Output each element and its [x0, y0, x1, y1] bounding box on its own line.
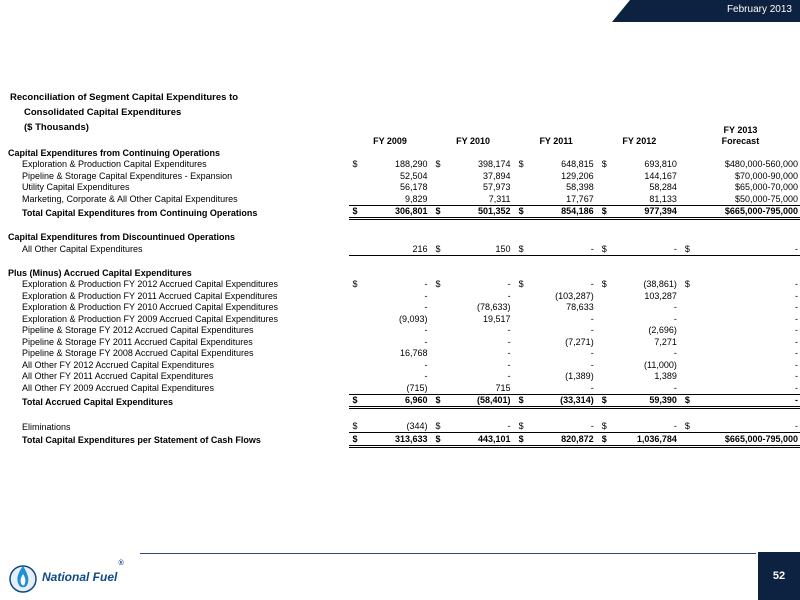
value-cell	[681, 182, 800, 194]
currency-symbol: $	[435, 395, 441, 405]
amount: -	[507, 359, 511, 370]
value-cell	[681, 302, 800, 314]
amount: -	[795, 395, 798, 405]
currency-symbol: $	[518, 206, 524, 216]
amount: $665,000-795,000	[724, 206, 798, 216]
amount: -	[507, 421, 511, 431]
table-row	[8, 302, 800, 314]
value-cell	[598, 159, 681, 171]
value-cell	[515, 290, 598, 302]
discontinued-ops-heading	[8, 232, 800, 244]
amount: -	[795, 382, 798, 393]
value-cell	[681, 336, 800, 348]
amount: (58,401)	[477, 395, 511, 405]
currency-symbol: $	[435, 279, 441, 289]
amount: 306,801	[394, 206, 428, 216]
currency-symbol: $	[435, 206, 441, 216]
currency-symbol: $	[684, 279, 690, 289]
value-cell	[598, 243, 681, 255]
amount: 398,174	[478, 159, 511, 169]
value-cell	[598, 302, 681, 314]
amount: -	[590, 382, 594, 393]
amount: 7,311	[488, 193, 511, 204]
value-cell	[349, 394, 432, 408]
value-cell	[349, 182, 432, 194]
value-cell	[515, 279, 598, 291]
row-label: Pipeline & Storage FY 2008 Accrued Capital Expenditures	[22, 348, 254, 358]
value-cell	[432, 336, 515, 348]
value-cell	[515, 243, 598, 255]
value-cell	[432, 159, 515, 171]
brand-name: National Fuel	[42, 570, 118, 584]
table-row	[8, 359, 800, 371]
amount: $65,000-70,000	[734, 182, 798, 192]
currency-symbol: $	[435, 243, 441, 254]
amount: 16,768	[400, 348, 428, 358]
value-cell	[515, 371, 598, 383]
currency-symbol: $	[601, 243, 607, 254]
amount: 59,390	[649, 395, 677, 405]
value-cell	[681, 433, 800, 447]
value-cell	[349, 433, 432, 447]
amount: 313,633	[394, 433, 428, 444]
table-row	[8, 371, 800, 383]
amount: (33,314)	[560, 395, 594, 405]
amount: -	[507, 348, 511, 358]
value-cell	[515, 433, 598, 447]
table-row	[8, 170, 800, 182]
section-heading: Capital Expenditures from Continuing Operations	[8, 147, 221, 158]
row-label: All Other FY 2011 Accrued Capital Expenditures	[22, 371, 214, 381]
amount: -	[795, 290, 798, 301]
amount: -	[673, 421, 677, 431]
amount: -	[590, 313, 594, 324]
value-cell	[349, 336, 432, 348]
value-cell	[349, 243, 432, 255]
forecast-year-header: FY 2013	[723, 124, 758, 135]
value-cell	[432, 433, 515, 447]
amount: 37,894	[483, 170, 511, 181]
value-cell	[432, 205, 515, 219]
value-cell	[432, 302, 515, 314]
spacer-row	[8, 255, 800, 267]
amount: -	[590, 325, 594, 335]
value-cell	[349, 159, 432, 171]
value-cell	[432, 371, 515, 383]
value-cell	[349, 302, 432, 314]
value-cell	[432, 394, 515, 408]
amount: 648,815	[561, 159, 594, 169]
amount: -	[590, 243, 594, 254]
amount: (9,093)	[399, 313, 428, 324]
amount: 1,036,784	[636, 433, 677, 444]
value-cell	[515, 313, 598, 325]
row-label: Utility Capital Expenditures	[22, 182, 130, 192]
value-cell	[432, 313, 515, 325]
value-cell	[432, 290, 515, 302]
value-cell	[681, 325, 800, 337]
currency-symbol: $	[352, 421, 358, 431]
table-row	[8, 159, 800, 171]
value-cell	[598, 313, 681, 325]
value-cell	[681, 243, 800, 255]
amount: 78,633	[566, 302, 594, 312]
amount: 56,178	[400, 182, 428, 192]
value-cell	[515, 348, 598, 360]
row-label: All Other FY 2012 Accrued Capital Expenditures	[22, 359, 214, 370]
currency-symbol: $	[684, 243, 690, 254]
amount: 129,206	[561, 170, 594, 181]
amount: 58,284	[649, 182, 677, 192]
amount: -	[590, 279, 594, 289]
value-cell	[432, 325, 515, 337]
value-cell	[432, 243, 515, 255]
accrued-total-row	[8, 394, 800, 408]
amount: 7,271	[654, 336, 677, 347]
amount: 977,394	[644, 206, 677, 216]
value-cell	[432, 182, 515, 194]
amount: 52,504	[400, 170, 428, 181]
row-label: Pipeline & Storage FY 2011 Accrued Capital Expenditures	[22, 336, 253, 347]
value-cell	[598, 170, 681, 182]
value-cell	[598, 382, 681, 394]
value-cell	[349, 193, 432, 205]
value-cell	[349, 371, 432, 383]
column-header: FY 2011	[539, 136, 573, 146]
amount: $70,000-90,000	[734, 170, 798, 181]
currency-symbol: $	[601, 279, 607, 289]
amount: 216	[412, 243, 428, 254]
value-cell	[515, 325, 598, 337]
title-line-3: ($ Thousands)	[24, 122, 89, 133]
value-cell	[598, 421, 681, 433]
table-row	[8, 336, 800, 348]
value-cell	[681, 421, 800, 433]
accrued-capex-heading	[8, 267, 800, 279]
row-label: Exploration & Production Capital Expenditures	[22, 159, 207, 169]
amount: (11,000)	[644, 359, 677, 370]
value-cell	[681, 382, 800, 394]
currency-symbol: $	[518, 421, 524, 431]
value-cell	[515, 170, 598, 182]
value-cell	[515, 336, 598, 348]
amount: (1,389)	[565, 371, 594, 381]
amount: 81,133	[649, 193, 677, 204]
currency-symbol: $	[518, 279, 524, 289]
table-row	[8, 279, 800, 291]
amount: (7,271)	[565, 336, 594, 347]
amount: -	[795, 325, 798, 335]
value-cell	[432, 359, 515, 371]
amount: -	[590, 359, 594, 370]
value-cell	[681, 193, 800, 205]
amount: -	[795, 302, 798, 312]
value-cell	[432, 279, 515, 291]
amount: -	[795, 279, 798, 289]
amount: -	[424, 302, 428, 312]
value-cell	[349, 421, 432, 433]
amount: -	[673, 302, 677, 312]
amount: -	[424, 336, 428, 347]
table-row	[8, 348, 800, 360]
table-row	[8, 182, 800, 194]
amount: (78,633)	[477, 302, 511, 312]
currency-symbol: $	[518, 243, 524, 254]
amount: 144,167	[644, 170, 677, 181]
value-cell	[681, 371, 800, 383]
currency-symbol: $	[435, 159, 441, 169]
value-cell	[598, 205, 681, 219]
value-cell	[598, 371, 681, 383]
row-label: Exploration & Production FY 2010 Accrued Capital Expenditures	[22, 302, 278, 312]
amount: 1,389	[654, 371, 677, 381]
amount: -	[795, 243, 798, 254]
table-row	[8, 243, 800, 255]
amount: -	[424, 279, 428, 289]
value-cell	[598, 290, 681, 302]
value-cell	[681, 290, 800, 302]
amount: (103,287)	[555, 290, 594, 301]
section-heading: Capital Expenditures from Discountinued Operations	[8, 232, 236, 242]
amount: -	[507, 325, 511, 335]
section-heading: Plus (Minus) Accrued Capital Expenditures	[8, 267, 192, 278]
eliminations-row	[8, 421, 800, 433]
table-row	[8, 382, 800, 394]
title-line-1: Reconciliation of Segment Capital Expenditures to	[10, 92, 239, 103]
amount: (38,861)	[643, 279, 677, 289]
amount: 9,829	[405, 193, 428, 204]
value-cell	[515, 421, 598, 433]
amount: -	[590, 348, 594, 358]
grand-total-row	[8, 433, 800, 447]
value-cell	[432, 348, 515, 360]
amount: (715)	[406, 382, 428, 393]
currency-symbol: $	[352, 279, 358, 289]
amount: 150	[495, 243, 511, 254]
currency-symbol: $	[352, 206, 358, 216]
column-header: FY 2010	[456, 136, 490, 146]
value-cell	[515, 193, 598, 205]
value-cell	[432, 193, 515, 205]
value-cell	[432, 421, 515, 433]
row-label: Total Accrued Capital Expenditures	[22, 396, 174, 407]
amount: 443,101	[478, 433, 511, 444]
value-cell	[598, 336, 681, 348]
row-label: Marketing, Corporate & All Other Capital Expenditures	[22, 194, 238, 204]
amount: -	[590, 421, 594, 431]
amount: -	[507, 279, 511, 289]
value-cell	[681, 348, 800, 360]
amount: $480,000-560,000	[724, 159, 798, 169]
value-cell	[515, 302, 598, 314]
value-cell	[349, 325, 432, 337]
spacer-row	[8, 219, 800, 232]
table-row	[8, 193, 800, 205]
row-label: All Other Capital Expenditures	[22, 244, 143, 254]
value-cell	[598, 279, 681, 291]
currency-symbol: $	[601, 159, 607, 169]
column-header: FY 2012	[622, 136, 657, 146]
value-cell	[681, 359, 800, 371]
top-banner	[612, 0, 800, 22]
value-cell	[598, 348, 681, 360]
amount: -	[795, 371, 798, 381]
amount: 17,767	[566, 193, 594, 204]
value-cell	[681, 394, 800, 408]
forecast-header: Forecast	[721, 136, 760, 146]
amount: 501,352	[478, 206, 511, 216]
row-label: Exploration & Production FY 2009 Accrued Capital Expenditures	[22, 313, 278, 324]
currency-symbol: $	[435, 421, 441, 431]
row-label: Total Capital Expenditures per Statement of Cash Flows	[22, 435, 261, 445]
company-logo	[8, 560, 124, 594]
amount: 820,872	[561, 433, 594, 444]
row-label: Pipeline & Storage Capital Expenditures - Expansion	[22, 170, 233, 181]
amount: -	[424, 359, 428, 370]
value-cell	[349, 359, 432, 371]
amount: (2,696)	[648, 325, 677, 335]
amount: 854,186	[561, 206, 594, 216]
amount: -	[507, 336, 511, 347]
value-cell	[515, 205, 598, 219]
amount: -	[795, 421, 798, 431]
amount: 58,398	[566, 182, 594, 192]
currency-symbol: $	[601, 206, 607, 216]
currency-symbol: $	[601, 395, 607, 405]
title-line-2: Consolidated Capital Expenditures	[24, 107, 182, 118]
amount: $665,000-795,000	[724, 433, 798, 444]
table-row	[8, 313, 800, 325]
value-cell	[598, 394, 681, 408]
value-cell	[598, 359, 681, 371]
footer-divider	[140, 553, 756, 554]
amount: -	[795, 348, 798, 358]
presentation-date: February 2013	[726, 4, 792, 15]
page-number: 52	[758, 552, 800, 600]
value-cell	[349, 279, 432, 291]
value-cell	[598, 182, 681, 194]
row-label: All Other FY 2009 Accrued Capital Expenditures	[22, 383, 214, 393]
value-cell	[681, 205, 800, 219]
value-cell	[349, 313, 432, 325]
value-cell	[515, 394, 598, 408]
value-cell	[598, 433, 681, 447]
currency-symbol: $	[352, 395, 358, 405]
value-cell	[598, 193, 681, 205]
value-cell	[349, 170, 432, 182]
flame-logo-icon	[8, 560, 38, 594]
value-cell	[515, 182, 598, 194]
amount: -	[424, 290, 428, 301]
currency-symbol: $	[601, 433, 607, 444]
value-cell	[681, 279, 800, 291]
table-row	[8, 325, 800, 337]
row-label: Exploration & Production FY 2011 Accrued Capital Expenditures	[22, 290, 278, 301]
row-label: Exploration & Production FY 2012 Accrued Capital Expenditures	[22, 279, 278, 289]
forecast-year-header-row	[8, 124, 800, 136]
currency-symbol: $	[352, 159, 358, 169]
table-row	[8, 290, 800, 302]
amount: 6,960	[405, 395, 428, 405]
amount: (344)	[406, 421, 428, 431]
amount: 188,290	[394, 159, 428, 169]
row-label: Eliminations	[22, 421, 71, 432]
value-cell	[349, 382, 432, 394]
amount: -	[795, 313, 798, 324]
column-header: FY 2009	[373, 136, 407, 146]
amount: -	[673, 348, 677, 358]
amount: -	[795, 359, 798, 370]
trademark-symbol: ®	[118, 560, 124, 567]
value-cell	[515, 159, 598, 171]
currency-symbol: $	[352, 433, 358, 444]
spacer-row	[8, 408, 800, 421]
value-cell	[349, 205, 432, 219]
amount: 57,973	[483, 182, 511, 192]
value-cell	[432, 170, 515, 182]
value-cell	[681, 313, 800, 325]
amount: -	[795, 336, 798, 347]
currency-symbol: $	[435, 433, 441, 444]
amount: 715	[495, 382, 511, 393]
column-header-row	[8, 136, 800, 148]
amount: $50,000-75,000	[734, 193, 798, 204]
value-cell	[681, 170, 800, 182]
amount: -	[507, 290, 511, 301]
amount: -	[424, 371, 428, 381]
currency-symbol: $	[518, 395, 524, 405]
value-cell	[349, 348, 432, 360]
amount: 693,810	[644, 159, 677, 169]
currency-symbol: $	[601, 421, 607, 431]
value-cell	[515, 382, 598, 394]
value-cell	[598, 325, 681, 337]
currency-symbol: $	[684, 395, 690, 405]
row-label: Pipeline & Storage FY 2012 Accrued Capital Expenditures	[22, 325, 254, 335]
value-cell	[349, 290, 432, 302]
currency-symbol: $	[684, 421, 690, 431]
amount: -	[507, 371, 511, 381]
continuing-ops-heading	[8, 147, 800, 159]
continuing-total-row	[8, 205, 800, 219]
amount: -	[673, 382, 677, 393]
amount: -	[424, 325, 428, 335]
value-cell	[681, 159, 800, 171]
value-cell	[432, 382, 515, 394]
amount: 103,287	[644, 290, 677, 301]
amount: 19,517	[483, 313, 511, 324]
value-cell	[515, 359, 598, 371]
currency-symbol: $	[518, 433, 524, 444]
row-label: Total Capital Expenditures from Continuing Operations	[22, 207, 258, 218]
amount: -	[673, 313, 677, 324]
currency-symbol: $	[518, 159, 524, 169]
capex-reconciliation-table	[8, 124, 800, 448]
amount: -	[673, 243, 677, 254]
